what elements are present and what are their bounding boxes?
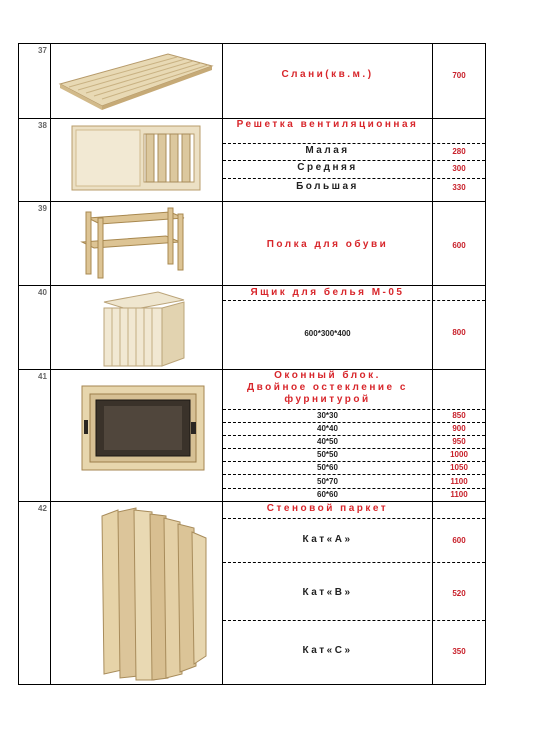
product-name: Стеновой паркет bbox=[266, 503, 389, 514]
product-name-line1: Оконный блок. bbox=[274, 370, 381, 381]
product-name: Ящик для белья М-05 bbox=[250, 287, 405, 298]
variant-label: Средняя bbox=[297, 162, 358, 173]
product-size: 600*300*400 bbox=[304, 329, 351, 338]
variant-label: Кат«С» bbox=[302, 645, 353, 656]
variant-label: 40*40 bbox=[317, 424, 338, 433]
variant-separator bbox=[223, 474, 485, 475]
variant-price: 300 bbox=[452, 164, 466, 173]
row-number: 41 bbox=[38, 372, 47, 381]
variant-separator bbox=[223, 160, 485, 161]
ventilation-grille-image bbox=[70, 122, 202, 196]
variant-price: 850 bbox=[452, 411, 466, 420]
variant-separator bbox=[223, 518, 485, 519]
variant-separator bbox=[223, 620, 485, 621]
variant-separator bbox=[223, 143, 485, 144]
variant-price: 900 bbox=[452, 424, 466, 433]
product-name-line2: Двойное остекление с bbox=[247, 382, 408, 393]
variant-price: 1100 bbox=[450, 477, 468, 486]
variant-label: Большая bbox=[296, 181, 359, 192]
window-block-image bbox=[80, 384, 206, 472]
variant-price: 1100 bbox=[450, 490, 468, 499]
row-number: 39 bbox=[38, 204, 47, 213]
table-column-divider bbox=[50, 43, 51, 685]
product-name: Слани(кв.м.) bbox=[281, 69, 374, 80]
variant-separator bbox=[223, 178, 485, 179]
variant-label: Малая bbox=[305, 145, 350, 156]
variant-label: 40*50 bbox=[317, 437, 338, 446]
variant-label: 50*60 bbox=[317, 463, 338, 472]
variant-price: 280 bbox=[452, 147, 466, 156]
row-number: 37 bbox=[38, 46, 47, 55]
variant-label: 60*60 bbox=[317, 490, 338, 499]
row-number: 40 bbox=[38, 288, 47, 297]
shoe-shelf-image bbox=[76, 204, 188, 280]
variant-label: 30*30 bbox=[317, 411, 338, 420]
row-number: 42 bbox=[38, 504, 47, 513]
row-separator bbox=[18, 201, 486, 202]
table-border-left bbox=[18, 43, 19, 685]
variant-separator bbox=[223, 562, 485, 563]
variant-price: 600 bbox=[452, 536, 466, 545]
variant-label: Кат«А» bbox=[302, 534, 353, 545]
variant-label: 50*70 bbox=[317, 477, 338, 486]
row-separator bbox=[18, 684, 486, 685]
row-separator bbox=[18, 501, 486, 502]
product-price: 800 bbox=[452, 328, 466, 337]
product-name-line3: фурнитурой bbox=[284, 394, 371, 405]
row-number: 38 bbox=[38, 121, 47, 130]
variant-price: 950 bbox=[452, 437, 466, 446]
variant-price: 520 bbox=[452, 589, 466, 598]
variant-price: 1000 bbox=[450, 450, 468, 459]
floor-slats-image bbox=[56, 50, 216, 112]
product-price: 700 bbox=[452, 71, 466, 80]
product-name: Решетка вентиляционная bbox=[236, 119, 419, 130]
variant-price: 350 bbox=[452, 647, 466, 656]
laundry-box-image bbox=[96, 288, 188, 368]
wall-parquet-image bbox=[94, 506, 212, 682]
variant-price: 330 bbox=[452, 183, 466, 192]
variant-price: 1050 bbox=[450, 463, 468, 472]
variant-label: 50*50 bbox=[317, 450, 338, 459]
variant-label: Кат«В» bbox=[302, 587, 353, 598]
row-separator bbox=[18, 43, 486, 44]
product-price: 600 bbox=[452, 241, 466, 250]
product-name: Полка для обуви bbox=[266, 239, 389, 250]
row-separator bbox=[18, 285, 486, 286]
table-border-right bbox=[485, 43, 486, 685]
variant-separator bbox=[223, 300, 485, 301]
